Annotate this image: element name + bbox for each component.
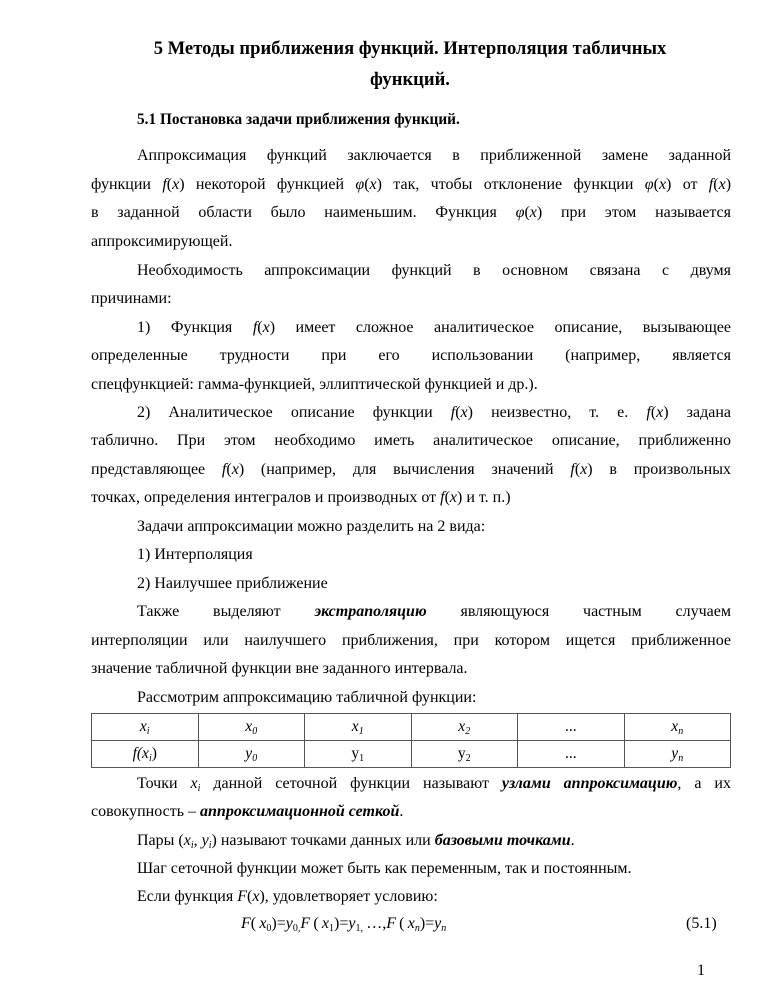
paragraph-line: Необходимость аппроксимации функций в основном связана с двумя	[137, 262, 731, 279]
paragraph-line: Точки $x_i$ данной сеточной функции называют узлами аппроксимацию, а их	[137, 775, 731, 794]
equation-5-1: F( $x_0)=y_{0,}F$ ( $x_1)=y_{1,}$ …,F ( $x_n)=y_n$	[241, 915, 447, 934]
chapter-title-line-1: 5 Методы приближения функций. Интерполяция табличных	[153, 38, 667, 59]
paragraph-line: Пары ($x_i$, $y_i$) называют точками данных или базовыми точками.	[137, 832, 575, 851]
paragraph-line: точках, определения интегралов и производных от f(x) и т. п.)	[91, 489, 511, 506]
table-cell: $f(x_i)$	[92, 741, 199, 768]
paragraph-line: спецфункцией: гамма-функцией, эллиптической функцией и др.).	[91, 376, 538, 393]
table-cell: $x_i$	[92, 714, 199, 741]
paragraph-line: таблично. При этом необходимо иметь аналитическое описание, приближенно	[91, 432, 731, 449]
equation-number: (5.1)	[686, 915, 717, 932]
table-cell: $x_n$	[624, 714, 731, 741]
paragraph-line: Если функция F(x), удовлетворяет условию:	[137, 888, 438, 905]
paragraph-line: значение табличной функции вне заданного интервала.	[91, 660, 468, 677]
table-cell: ...	[518, 741, 625, 768]
paragraph-line: в заданной области было наименьшим. Функция φ(x) при этом называется	[91, 204, 731, 221]
paragraph-line: Рассмотрим аппроксимацию табличной функции:	[137, 689, 477, 706]
emphasis-term: аппроксимационной сеткой	[200, 803, 400, 820]
tabular-function-table	[91, 713, 731, 768]
table-row	[92, 741, 731, 768]
table-cell: $x_2$	[411, 714, 518, 741]
paragraph-line: определенные трудности при его использовании (например, является	[91, 347, 731, 364]
paragraph-line: 1) Функция f(x) имеет сложное аналитическое описание, вызывающее	[137, 319, 731, 336]
list-item: 1) Интерполяция	[137, 546, 253, 563]
paragraph-line: 2) Аналитическое описание функции f(x) неизвестно, т. е. f(x) задана	[137, 404, 732, 421]
table-cell: $y_n$	[624, 741, 731, 768]
table-cell: ...	[518, 714, 625, 741]
emphasis-term: узлами аппроксимацию	[501, 775, 678, 792]
paragraph-line: совокупность – аппроксимационной сеткой.	[91, 803, 404, 820]
paragraph-line: Также выделяют экстраполяцию являющуюся частным случаем	[137, 603, 732, 620]
paragraph-line: функции f(x) некоторой функцией φ(x) так, чтобы отклонение функции φ(x) от f(x)	[91, 176, 732, 193]
paragraph-line: причинами:	[91, 290, 172, 307]
table-cell: $y_0$	[198, 741, 305, 768]
list-item: 2) Наилучшее приближение	[137, 575, 328, 592]
table-row	[92, 714, 731, 741]
emphasis-term: базовыми точками	[434, 832, 571, 849]
page-number: 1	[697, 962, 705, 979]
table-cell: $y_1$	[305, 741, 412, 768]
paragraph-line: представляющее f(x) (например, для вычисления значений f(x) в произвольных	[91, 461, 731, 478]
table-cell: $x_0$	[198, 714, 305, 741]
emphasis-term: экстраполяцию	[314, 603, 427, 620]
table-cell: $y_2$	[411, 741, 518, 768]
paragraph-line: Задачи аппроксимации можно разделить на 2 вида:	[137, 518, 486, 535]
table-cell: $x_1$	[305, 714, 412, 741]
paragraph-line: Шаг сеточной функции может быть как переменным, так и постоянным.	[137, 860, 632, 877]
paragraph-line: интерполяции или наилучшего приближения, при котором ищется приближенное	[91, 632, 731, 649]
paragraph-line: Аппроксимация функций заключается в приближенной замене заданной	[137, 147, 731, 164]
section-title: 5.1 Постановка задачи приближения функций.	[137, 111, 460, 128]
chapter-title-line-2: функций.	[370, 69, 450, 90]
paragraph-line: аппроксимирующей.	[91, 233, 233, 250]
